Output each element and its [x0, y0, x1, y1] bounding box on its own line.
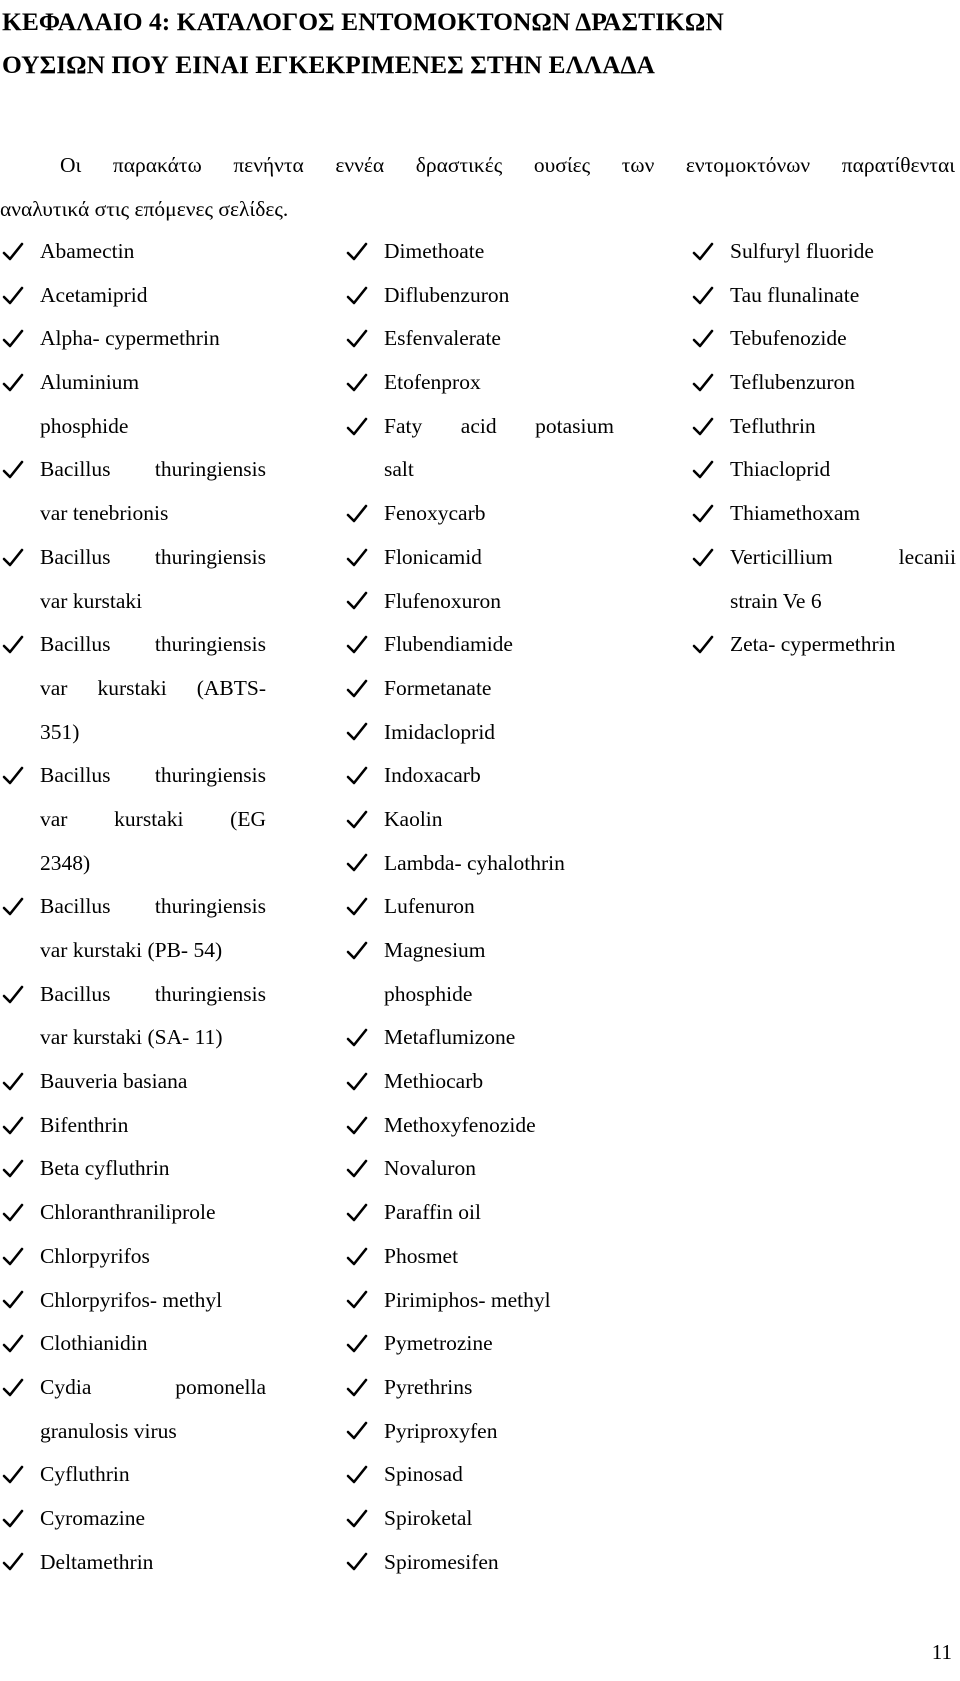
checkmark-icon	[346, 580, 372, 624]
substance-item	[0, 1104, 266, 1148]
substance-item	[344, 492, 614, 536]
substance-name-line: Bacillus thuringiensis	[40, 894, 266, 919]
substance-name-line: salt	[384, 457, 414, 482]
substance-name-line: Zeta- cypermethrin	[730, 632, 896, 657]
substance-item	[690, 623, 956, 667]
substance-name-line: Clothianidin	[40, 1331, 148, 1356]
checkmark-icon	[346, 1497, 372, 1541]
substance-name-line: var kurstaki (PB- 54)	[40, 938, 223, 962]
substance-name-line: Bacillus thuringiensis	[40, 544, 266, 569]
checkmark-icon	[692, 536, 718, 580]
checkmark-icon	[346, 842, 372, 886]
substance-name-line: Abamectin	[40, 239, 135, 263]
substance-item	[690, 448, 956, 492]
substance-name-line: var kurstaki (SA- 11)	[40, 1025, 223, 1050]
checkmark-icon	[346, 1453, 372, 1497]
substance-item	[0, 754, 266, 885]
substance-item	[0, 1541, 266, 1585]
substance-name-line: Imidacloprid	[384, 719, 496, 744]
substance-name-line: Lufenuron	[384, 894, 475, 919]
checkmark-icon	[346, 1147, 372, 1191]
checkmark-icon	[346, 754, 372, 798]
checkmark-icon	[692, 405, 718, 449]
substance-name-line: 2348)	[40, 850, 91, 875]
checkmark-icon	[346, 1322, 372, 1366]
checkmark-icon	[346, 667, 372, 711]
substance-name-line: Bacillus thuringiensis	[40, 981, 266, 1006]
substance-item	[344, 798, 614, 842]
substance-name-line: Alpha- cypermethrin	[40, 326, 220, 351]
intro-paragraph	[0, 143, 955, 231]
substance-name-line: Faty acid potasium	[384, 413, 614, 438]
checkmark-icon	[346, 1235, 372, 1279]
substance-name-line: Bacillus thuringiensis	[40, 457, 266, 482]
checkmark-icon	[346, 1366, 372, 1410]
substance-name-line: Magnesium	[384, 938, 486, 962]
checkmark-icon	[346, 230, 372, 274]
substance-item	[690, 405, 956, 449]
checkmark-icon	[2, 448, 28, 492]
substance-name-line: Indoxacarb	[384, 763, 481, 788]
checkmark-icon	[346, 711, 372, 755]
checkmark-icon	[346, 623, 372, 667]
substance-name-line: Dimethoate	[384, 239, 485, 263]
substance-name-line: phosphide	[384, 981, 473, 1006]
substance-name-line: var tenebrionis	[40, 501, 169, 526]
substance-item	[690, 536, 956, 623]
checkmark-icon	[346, 274, 372, 318]
substance-item	[344, 754, 614, 798]
substance-name-line: Paraffin oil	[384, 1200, 481, 1225]
substance-item	[344, 1541, 614, 1585]
intro-line-1: Οι παρακάτω πενήντα εννέα δραστικές ουσίες των εντομοκτόνων παρατίθενται	[60, 153, 955, 177]
substance-name-line: Spiromesifen	[384, 1549, 499, 1574]
checkmark-icon	[692, 623, 718, 667]
checkmark-icon	[346, 317, 372, 361]
substance-name-line: Tebufenozide	[730, 326, 847, 351]
substance-name-line: Beta cyfluthrin	[40, 1156, 170, 1181]
substance-item	[344, 842, 614, 886]
checkmark-icon	[346, 536, 372, 580]
substance-column-2	[344, 230, 614, 1584]
substance-name-line: var kurstaki	[40, 588, 143, 613]
chapter-title-line-1: ΚΕΦΑΛΑΙΟ 4: ΚΑΤΑΛΟΓΟΣ ΕΝΤΟΜΟΚΤΟΝΩΝ ΔΡΑΣΤΙΚΩΝ	[2, 7, 724, 36]
checkmark-icon	[2, 1497, 28, 1541]
substance-name-line: Methiocarb	[384, 1069, 484, 1094]
substance-name-line: var kurstaki (EG	[40, 806, 266, 831]
substance-name-line: Pymetrozine	[384, 1331, 493, 1356]
checkmark-icon	[2, 1235, 28, 1279]
substance-name-line: Spinosad	[384, 1462, 463, 1487]
checkmark-icon	[346, 885, 372, 929]
substance-item	[344, 274, 614, 318]
substance-name-line: Tau flunalinate	[730, 282, 860, 307]
substance-item	[690, 274, 956, 318]
substance-name-line: Spiroketal	[384, 1505, 473, 1530]
intro-line-2: αναλυτικά στις επόμενες σελίδες.	[0, 197, 289, 221]
substance-item	[344, 230, 614, 274]
substance-name-line: strain Ve 6	[730, 588, 822, 613]
substance-item	[0, 1060, 266, 1104]
substance-item	[690, 317, 956, 361]
substance-item	[344, 405, 614, 492]
checkmark-icon	[346, 361, 372, 405]
substance-item	[344, 885, 614, 929]
page-number: 11	[931, 1640, 952, 1664]
substance-item	[0, 1191, 266, 1235]
substance-item	[0, 1279, 266, 1323]
substance-column-3	[690, 230, 956, 667]
checkmark-icon	[2, 1453, 28, 1497]
checkmark-icon	[692, 317, 718, 361]
substance-name-line: Cyfluthrin	[40, 1462, 130, 1487]
checkmark-icon	[2, 1541, 28, 1585]
checkmark-icon	[346, 405, 372, 449]
checkmark-icon	[346, 929, 372, 973]
checkmark-icon	[346, 492, 372, 536]
checkmark-icon	[692, 492, 718, 536]
substance-item	[344, 667, 614, 711]
substance-item	[0, 536, 266, 623]
substance-name-line: Pyriproxyfen	[384, 1418, 498, 1443]
substance-item	[0, 274, 266, 318]
substance-item	[344, 1497, 614, 1541]
substance-item	[0, 1235, 266, 1279]
substance-item	[690, 492, 956, 536]
substance-item	[344, 580, 614, 624]
substance-item	[344, 1453, 614, 1497]
substance-name-line: Verticillium lecanii	[730, 544, 956, 569]
substance-item	[344, 1147, 614, 1191]
substance-name-line: Flonicamid	[384, 544, 482, 569]
substance-item	[690, 361, 956, 405]
substance-item	[344, 1235, 614, 1279]
substance-name-line: Bacillus thuringiensis	[40, 763, 266, 788]
substance-item	[344, 1279, 614, 1323]
substance-name-line: Lambda- cyhalothrin	[384, 850, 565, 875]
substance-name-line: Chlorpyrifos	[40, 1243, 150, 1268]
checkmark-icon	[2, 361, 28, 405]
substance-name-line: Diflubenzuron	[384, 282, 510, 307]
substance-item	[344, 1410, 614, 1454]
substance-name-line: Tefluthrin	[730, 413, 816, 438]
substance-item	[344, 1366, 614, 1410]
checkmark-icon	[346, 1060, 372, 1104]
checkmark-icon	[2, 274, 28, 318]
substance-item	[344, 536, 614, 580]
substance-name-line: Thiamethoxam	[730, 501, 861, 526]
substance-item	[0, 1322, 266, 1366]
checkmark-icon	[346, 1410, 372, 1454]
substance-name-line: Cydia pomonella	[40, 1374, 266, 1399]
substance-item	[344, 1060, 614, 1104]
substance-item	[344, 623, 614, 667]
checkmark-icon	[692, 274, 718, 318]
substance-name-line: Formetanate	[384, 675, 492, 700]
checkmark-icon	[2, 230, 28, 274]
substance-item	[0, 885, 266, 972]
substance-name-line: Bifenthrin	[40, 1112, 129, 1137]
checkmark-icon	[2, 1147, 28, 1191]
checkmark-icon	[692, 448, 718, 492]
substance-item	[0, 1453, 266, 1497]
substance-name-line: Deltamethrin	[40, 1549, 154, 1574]
checkmark-icon	[2, 1279, 28, 1323]
checkmark-icon	[2, 1104, 28, 1148]
substance-name-line: var kurstaki (ABTS-	[40, 675, 266, 700]
substance-item	[344, 317, 614, 361]
substance-name-line: Phosmet	[384, 1243, 459, 1268]
substance-name-line: Esfenvalerate	[384, 326, 501, 351]
substance-item	[344, 1016, 614, 1060]
substance-item	[0, 973, 266, 1060]
substance-item	[344, 929, 614, 1016]
checkmark-icon	[2, 885, 28, 929]
substance-item	[0, 1366, 266, 1453]
substance-name-line: Methoxyfenozide	[384, 1112, 536, 1137]
checkmark-icon	[692, 230, 718, 274]
substance-name-line: Kaolin	[384, 806, 443, 831]
substance-item	[344, 1322, 614, 1366]
substance-column-1	[0, 230, 266, 1584]
checkmark-icon	[2, 1191, 28, 1235]
substance-name-line: Etofenprox	[384, 370, 481, 395]
substance-name-line: Acetamiprid	[40, 282, 148, 307]
substance-item	[344, 711, 614, 755]
substance-name-line: Flufenoxuron	[384, 588, 502, 613]
substance-name-line: Chlorpyrifos- methyl	[40, 1287, 223, 1312]
substance-name-line: Sulfuryl fluoride	[730, 239, 874, 263]
checkmark-icon	[346, 1104, 372, 1148]
substance-item	[344, 361, 614, 405]
substance-name-line: Cyromazine	[40, 1505, 146, 1530]
substance-name-line: Bacillus thuringiensis	[40, 632, 266, 657]
checkmark-icon	[692, 361, 718, 405]
substance-name-line: Novaluron	[384, 1156, 476, 1181]
checkmark-icon	[346, 1016, 372, 1060]
substance-item	[0, 1147, 266, 1191]
substance-item	[344, 1191, 614, 1235]
substance-name-line: 351)	[40, 719, 80, 744]
checkmark-icon	[2, 1060, 28, 1104]
checkmark-icon	[346, 798, 372, 842]
substance-name-line: Pirimiphos- methyl	[384, 1287, 551, 1312]
chapter-title-line-2: ΟΥΣΙΩΝ ΠΟΥ ΕΙΝΑΙ ΕΓΚΕΚΡΙΜΕΝΕΣ ΣΤΗΝ ΕΛΛΑΔΑ	[2, 50, 655, 79]
checkmark-icon	[346, 1191, 372, 1235]
substance-name-line: phosphide	[40, 413, 129, 438]
substance-name-line: Aluminium	[40, 370, 140, 395]
substance-name-line: Fenoxycarb	[384, 501, 486, 526]
substance-name-line: Metaflumizone	[384, 1025, 516, 1050]
substance-item	[0, 230, 266, 274]
checkmark-icon	[2, 317, 28, 361]
substance-name-line: Pyrethrins	[384, 1374, 473, 1399]
substance-name-line: Chloranthraniliprole	[40, 1200, 216, 1225]
substance-name-line: Thiacloprid	[730, 457, 831, 482]
checkmark-icon	[2, 754, 28, 798]
substance-item	[344, 1104, 614, 1148]
substance-item	[0, 1497, 266, 1541]
checkmark-icon	[2, 973, 28, 1017]
checkmark-icon	[2, 1366, 28, 1410]
substance-item	[0, 623, 266, 754]
checkmark-icon	[2, 536, 28, 580]
checkmark-icon	[346, 1541, 372, 1585]
checkmark-icon	[2, 623, 28, 667]
checkmark-icon	[2, 1322, 28, 1366]
substance-item	[0, 448, 266, 535]
substance-name-line: Teflubenzuron	[730, 370, 856, 395]
substance-name-line: Flubendiamide	[384, 632, 513, 657]
substance-name-line: Bauveria basiana	[40, 1069, 188, 1094]
substance-item	[0, 317, 266, 361]
substance-item	[0, 361, 266, 448]
substance-item	[690, 230, 956, 274]
checkmark-icon	[346, 1279, 372, 1323]
substance-name-line: granulosis virus	[40, 1418, 177, 1443]
chapter-title	[2, 0, 952, 86]
